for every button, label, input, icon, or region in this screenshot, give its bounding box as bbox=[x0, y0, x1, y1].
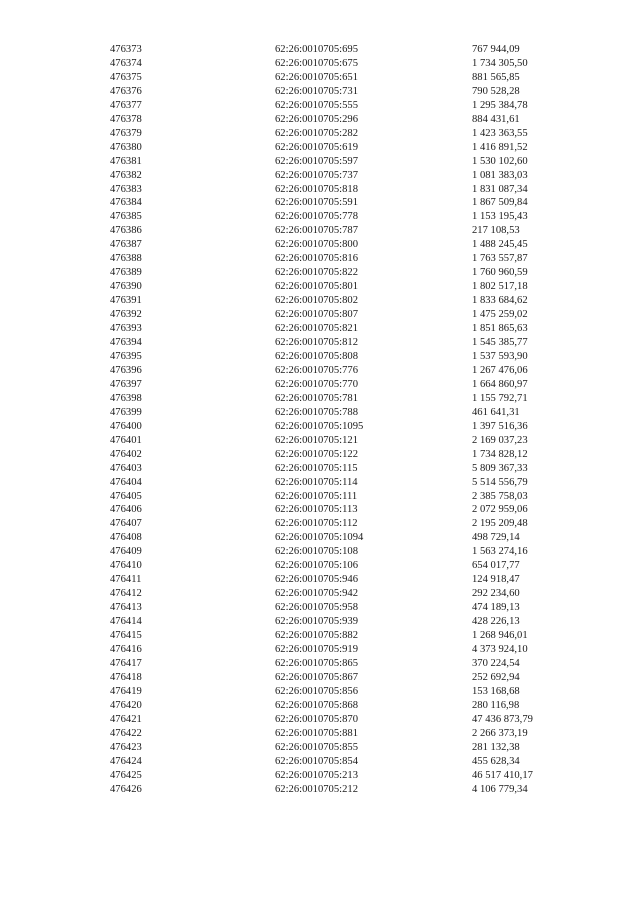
cadastral-number-cell: 62:26:0010705:651 bbox=[275, 71, 358, 83]
cadastral-value-cell: 2 195 209,48 bbox=[472, 518, 528, 530]
cadastral-number-cell: 62:26:0010705:113 bbox=[275, 504, 358, 516]
table-row bbox=[110, 364, 592, 378]
cadastral-value-cell: 1 488 245,45 bbox=[472, 239, 528, 251]
cadastral-value-cell: 1 530 102,60 bbox=[472, 155, 528, 167]
table-row bbox=[110, 490, 592, 504]
cadastral-number-cell: 62:26:0010705:919 bbox=[275, 643, 358, 655]
row-number-cell: 476374 bbox=[110, 57, 142, 69]
row-number-cell: 476378 bbox=[110, 113, 142, 125]
table-row bbox=[110, 531, 592, 545]
cadastral-value-cell: 2 266 373,19 bbox=[472, 727, 528, 739]
cadastral-value-cell: 1 802 517,18 bbox=[472, 281, 528, 293]
table-row bbox=[110, 57, 592, 71]
cadastral-number-cell: 62:26:0010705:282 bbox=[275, 127, 358, 139]
table-row bbox=[110, 336, 592, 350]
table-row bbox=[110, 155, 592, 169]
cadastral-number-cell: 62:26:0010705:213 bbox=[275, 769, 358, 781]
table-row bbox=[110, 71, 592, 85]
cadastral-number-cell: 62:26:0010705:821 bbox=[275, 323, 358, 335]
cadastral-number-cell: 62:26:0010705:111 bbox=[275, 490, 358, 502]
row-number-cell: 476386 bbox=[110, 225, 142, 237]
cadastral-number-cell: 62:26:0010705:939 bbox=[275, 616, 358, 628]
table-row bbox=[110, 545, 592, 559]
cadastral-number-cell: 62:26:0010705:106 bbox=[275, 560, 358, 572]
cadastral-number-cell: 62:26:0010705:818 bbox=[275, 183, 358, 195]
cadastral-number-cell: 62:26:0010705:122 bbox=[275, 448, 358, 460]
table-row bbox=[110, 85, 592, 99]
row-number-cell: 476414 bbox=[110, 616, 142, 628]
cadastral-number-cell: 62:26:0010705:597 bbox=[275, 155, 358, 167]
table-row bbox=[110, 699, 592, 713]
cadastral-value-cell: 1 268 946,01 bbox=[472, 630, 528, 642]
table-row bbox=[110, 559, 592, 573]
row-number-cell: 476395 bbox=[110, 350, 142, 362]
table-row bbox=[110, 406, 592, 420]
cadastral-number-cell: 62:26:0010705:854 bbox=[275, 755, 358, 767]
table-row bbox=[110, 378, 592, 392]
row-number-cell: 476384 bbox=[110, 197, 142, 209]
cadastral-number-cell: 62:26:0010705:867 bbox=[275, 671, 358, 683]
cadastral-value-cell: 2 385 758,03 bbox=[472, 490, 528, 502]
row-number-cell: 476377 bbox=[110, 99, 142, 111]
row-number-cell: 476382 bbox=[110, 169, 142, 181]
row-number-cell: 476410 bbox=[110, 560, 142, 572]
cadastral-value-cell: 4 106 779,34 bbox=[472, 783, 528, 795]
row-number-cell: 476380 bbox=[110, 141, 142, 153]
row-number-cell: 476375 bbox=[110, 71, 142, 83]
cadastral-value-cell: 1 760 960,59 bbox=[472, 267, 528, 279]
cadastral-value-cell: 46 517 410,17 bbox=[472, 769, 533, 781]
cadastral-value-cell: 1 851 865,63 bbox=[472, 323, 528, 335]
cadastral-value-cell: 1 475 259,02 bbox=[472, 309, 528, 321]
cadastral-number-cell: 62:26:0010705:868 bbox=[275, 699, 358, 711]
row-number-cell: 476392 bbox=[110, 309, 142, 321]
cadastral-value-cell: 1 416 891,52 bbox=[472, 141, 528, 153]
cadastral-value-cell: 790 528,28 bbox=[472, 85, 520, 97]
cadastral-number-cell: 62:26:0010705:112 bbox=[275, 518, 358, 530]
cadastral-value-cell: 1 563 274,16 bbox=[472, 546, 528, 558]
cadastral-number-cell: 62:26:0010705:865 bbox=[275, 657, 358, 669]
cadastral-number-cell: 62:26:0010705:800 bbox=[275, 239, 358, 251]
table-row bbox=[110, 727, 592, 741]
cadastral-value-cell: 1 831 087,34 bbox=[472, 183, 528, 195]
cadastral-number-cell: 62:26:0010705:114 bbox=[275, 476, 358, 488]
cadastral-value-cell: 1 295 384,78 bbox=[472, 99, 528, 111]
cadastral-value-cell: 1 537 593,90 bbox=[472, 350, 528, 362]
row-number-cell: 476422 bbox=[110, 727, 142, 739]
cadastral-number-cell: 62:26:0010705:778 bbox=[275, 211, 358, 223]
table-row bbox=[110, 266, 592, 280]
cadastral-number-cell: 62:26:0010705:781 bbox=[275, 392, 358, 404]
table-row bbox=[110, 322, 592, 336]
table-row bbox=[110, 308, 592, 322]
cadastral-number-cell: 62:26:0010705:822 bbox=[275, 267, 358, 279]
cadastral-value-cell: 1 081 383,03 bbox=[472, 169, 528, 181]
table-row bbox=[110, 420, 592, 434]
cadastral-value-cell: 1 267 476,06 bbox=[472, 364, 528, 376]
cadastral-value-cell: 1 545 385,77 bbox=[472, 337, 528, 349]
table-row bbox=[110, 769, 592, 783]
cadastral-value-cell: 461 641,31 bbox=[472, 406, 520, 418]
row-number-cell: 476411 bbox=[110, 574, 142, 586]
cadastral-value-cell: 2 169 037,23 bbox=[472, 434, 528, 446]
cadastral-number-cell: 62:26:0010705:808 bbox=[275, 350, 358, 362]
table-row bbox=[110, 601, 592, 615]
cadastral-number-cell: 62:26:0010705:942 bbox=[275, 588, 358, 600]
cadastral-number-cell: 62:26:0010705:731 bbox=[275, 85, 358, 97]
table-row bbox=[110, 43, 592, 57]
row-number-cell: 476407 bbox=[110, 518, 142, 530]
cadastral-value-cell: 292 234,60 bbox=[472, 588, 520, 600]
cadastral-number-cell: 62:26:0010705:807 bbox=[275, 309, 358, 321]
table-row bbox=[110, 392, 592, 406]
row-number-cell: 476424 bbox=[110, 755, 142, 767]
cadastral-number-cell: 62:26:0010705:619 bbox=[275, 141, 358, 153]
table-row bbox=[110, 517, 592, 531]
cadastral-number-cell: 62:26:0010705:770 bbox=[275, 378, 358, 390]
cadastral-number-cell: 62:26:0010705:788 bbox=[275, 406, 358, 418]
row-number-cell: 476396 bbox=[110, 364, 142, 376]
row-number-cell: 476401 bbox=[110, 434, 142, 446]
table-row bbox=[110, 238, 592, 252]
cadastral-value-cell: 5 514 556,79 bbox=[472, 476, 528, 488]
table-row bbox=[110, 685, 592, 699]
row-number-cell: 476387 bbox=[110, 239, 142, 251]
table-row bbox=[110, 210, 592, 224]
row-number-cell: 476397 bbox=[110, 378, 142, 390]
table-row bbox=[110, 476, 592, 490]
cadastral-number-cell: 62:26:0010705:296 bbox=[275, 113, 358, 125]
table-row bbox=[110, 713, 592, 727]
table-row bbox=[110, 657, 592, 671]
cadastral-value-cell: 1 734 305,50 bbox=[472, 57, 528, 69]
row-number-cell: 476388 bbox=[110, 253, 142, 265]
row-number-cell: 476376 bbox=[110, 85, 142, 97]
cadastral-value-cell: 474 189,13 bbox=[472, 602, 520, 614]
row-number-cell: 476412 bbox=[110, 588, 142, 600]
table-row bbox=[110, 573, 592, 587]
row-number-cell: 476400 bbox=[110, 420, 142, 432]
row-number-cell: 476420 bbox=[110, 699, 142, 711]
table-row bbox=[110, 99, 592, 113]
row-number-cell: 476404 bbox=[110, 476, 142, 488]
row-number-cell: 476381 bbox=[110, 155, 142, 167]
cadastral-number-cell: 62:26:0010705:855 bbox=[275, 741, 358, 753]
table-row bbox=[110, 183, 592, 197]
table-row bbox=[110, 643, 592, 657]
cadastral-value-cell: 455 628,34 bbox=[472, 755, 520, 767]
table-row bbox=[110, 671, 592, 685]
row-number-cell: 476393 bbox=[110, 323, 142, 335]
cadastral-value-cell: 281 132,38 bbox=[472, 741, 520, 753]
row-number-cell: 476403 bbox=[110, 462, 142, 474]
row-number-cell: 476423 bbox=[110, 741, 142, 753]
table-row bbox=[110, 615, 592, 629]
table-row bbox=[110, 252, 592, 266]
table-row bbox=[110, 350, 592, 364]
table-row bbox=[110, 462, 592, 476]
row-number-cell: 476416 bbox=[110, 643, 142, 655]
cadastral-number-cell: 62:26:0010705:1094 bbox=[275, 532, 364, 544]
row-number-cell: 476385 bbox=[110, 211, 142, 223]
row-number-cell: 476406 bbox=[110, 504, 142, 516]
cadastral-number-cell: 62:26:0010705:695 bbox=[275, 44, 358, 55]
row-number-cell: 476421 bbox=[110, 713, 142, 725]
row-number-cell: 476390 bbox=[110, 281, 142, 293]
cadastral-value-cell: 1 155 792,71 bbox=[472, 392, 528, 404]
cadastral-number-cell: 62:26:0010705:856 bbox=[275, 685, 358, 697]
cadastral-value-cell: 47 436 873,79 bbox=[472, 713, 533, 725]
row-number-cell: 476419 bbox=[110, 685, 142, 697]
row-number-cell: 476399 bbox=[110, 406, 142, 418]
cadastral-value-cell: 1 833 684,62 bbox=[472, 295, 528, 307]
cadastral-value-cell: 370 224,54 bbox=[472, 657, 520, 669]
cadastral-value-cell: 1 763 557,87 bbox=[472, 253, 528, 265]
row-number-cell: 476409 bbox=[110, 546, 142, 558]
cadastral-value-cell: 654 017,77 bbox=[472, 560, 520, 572]
cadastral-value-cell: 252 692,94 bbox=[472, 671, 520, 683]
row-number-cell: 476373 bbox=[110, 44, 142, 55]
table-body bbox=[110, 43, 592, 796]
table-row bbox=[110, 755, 592, 769]
cadastral-number-cell: 62:26:0010705:591 bbox=[275, 197, 358, 209]
table-row bbox=[110, 503, 592, 517]
table-row bbox=[110, 629, 592, 643]
cadastral-number-cell: 62:26:0010705:881 bbox=[275, 727, 358, 739]
row-number-cell: 476391 bbox=[110, 295, 142, 307]
row-number-cell: 476398 bbox=[110, 392, 142, 404]
cadastral-value-cell: 280 116,98 bbox=[472, 699, 520, 711]
cadastral-number-cell: 62:26:0010705:946 bbox=[275, 574, 358, 586]
cadastral-number-cell: 62:26:0010705:816 bbox=[275, 253, 358, 265]
cadastral-number-cell: 62:26:0010705:121 bbox=[275, 434, 358, 446]
cadastral-value-cell: 5 809 367,33 bbox=[472, 462, 528, 474]
table-row bbox=[110, 280, 592, 294]
cadastral-number-cell: 62:26:0010705:870 bbox=[275, 713, 358, 725]
row-number-cell: 476389 bbox=[110, 267, 142, 279]
cadastral-value-cell: 1 397 516,36 bbox=[472, 420, 528, 432]
table-row bbox=[110, 141, 592, 155]
table-row bbox=[110, 434, 592, 448]
cadastral-number-cell: 62:26:0010705:776 bbox=[275, 364, 358, 376]
table-row bbox=[110, 224, 592, 238]
table-row bbox=[110, 294, 592, 308]
row-number-cell: 476418 bbox=[110, 671, 142, 683]
row-number-cell: 476402 bbox=[110, 448, 142, 460]
row-number-cell: 476408 bbox=[110, 532, 142, 544]
table-row bbox=[110, 587, 592, 601]
cadastral-number-cell: 62:26:0010705:812 bbox=[275, 337, 358, 349]
row-number-cell: 476413 bbox=[110, 602, 142, 614]
table-row bbox=[110, 127, 592, 141]
row-number-cell: 476425 bbox=[110, 769, 142, 781]
cadastral-value-cell: 1 153 195,43 bbox=[472, 211, 528, 223]
table-row bbox=[110, 783, 592, 797]
cadastral-value-cell: 124 918,47 bbox=[472, 574, 520, 586]
cadastral-number-cell: 62:26:0010705:675 bbox=[275, 57, 358, 69]
table-row bbox=[110, 196, 592, 210]
table-row bbox=[110, 113, 592, 127]
row-number-cell: 476394 bbox=[110, 337, 142, 349]
cadastral-value-cell: 498 729,14 bbox=[472, 532, 520, 544]
cadastral-value-cell: 2 072 959,06 bbox=[472, 504, 528, 516]
cadastral-value-cell: 1 423 363,55 bbox=[472, 127, 528, 139]
cadastral-number-cell: 62:26:0010705:737 bbox=[275, 169, 358, 181]
row-number-cell: 476415 bbox=[110, 630, 142, 642]
cadastral-number-cell: 62:26:0010705:958 bbox=[275, 602, 358, 614]
cadastral-number-cell: 62:26:0010705:115 bbox=[275, 462, 358, 474]
cadastral-number-cell: 62:26:0010705:802 bbox=[275, 295, 358, 307]
row-number-cell: 476383 bbox=[110, 183, 142, 195]
table-row bbox=[110, 169, 592, 183]
cadastral-value-cell: 153 168,68 bbox=[472, 685, 520, 697]
cadastral-value-cell: 1 734 828,12 bbox=[472, 448, 528, 460]
row-number-cell: 476379 bbox=[110, 127, 142, 139]
cadastral-value-cell: 4 373 924,10 bbox=[472, 643, 528, 655]
cadastral-value-cell: 881 565,85 bbox=[472, 71, 520, 83]
row-number-cell: 476405 bbox=[110, 490, 142, 502]
table-row bbox=[110, 448, 592, 462]
cadastral-number-cell: 62:26:0010705:555 bbox=[275, 99, 358, 111]
cadastral-number-cell: 62:26:0010705:1095 bbox=[275, 420, 364, 432]
cadastral-value-table bbox=[110, 43, 592, 796]
cadastral-value-cell: 428 226,13 bbox=[472, 616, 520, 628]
cadastral-number-cell: 62:26:0010705:212 bbox=[275, 783, 358, 795]
cadastral-number-cell: 62:26:0010705:801 bbox=[275, 281, 358, 293]
cadastral-value-cell: 767 944,09 bbox=[472, 44, 520, 55]
row-number-cell: 476426 bbox=[110, 783, 142, 795]
row-number-cell: 476417 bbox=[110, 657, 142, 669]
table-row bbox=[110, 741, 592, 755]
cadastral-value-cell: 1 664 860,97 bbox=[472, 378, 528, 390]
cadastral-number-cell: 62:26:0010705:882 bbox=[275, 630, 358, 642]
cadastral-value-cell: 884 431,61 bbox=[472, 113, 520, 125]
cadastral-number-cell: 62:26:0010705:108 bbox=[275, 546, 358, 558]
cadastral-number-cell: 62:26:0010705:787 bbox=[275, 225, 358, 237]
cadastral-value-cell: 217 108,53 bbox=[472, 225, 520, 237]
cadastral-value-cell: 1 867 509,84 bbox=[472, 197, 528, 209]
